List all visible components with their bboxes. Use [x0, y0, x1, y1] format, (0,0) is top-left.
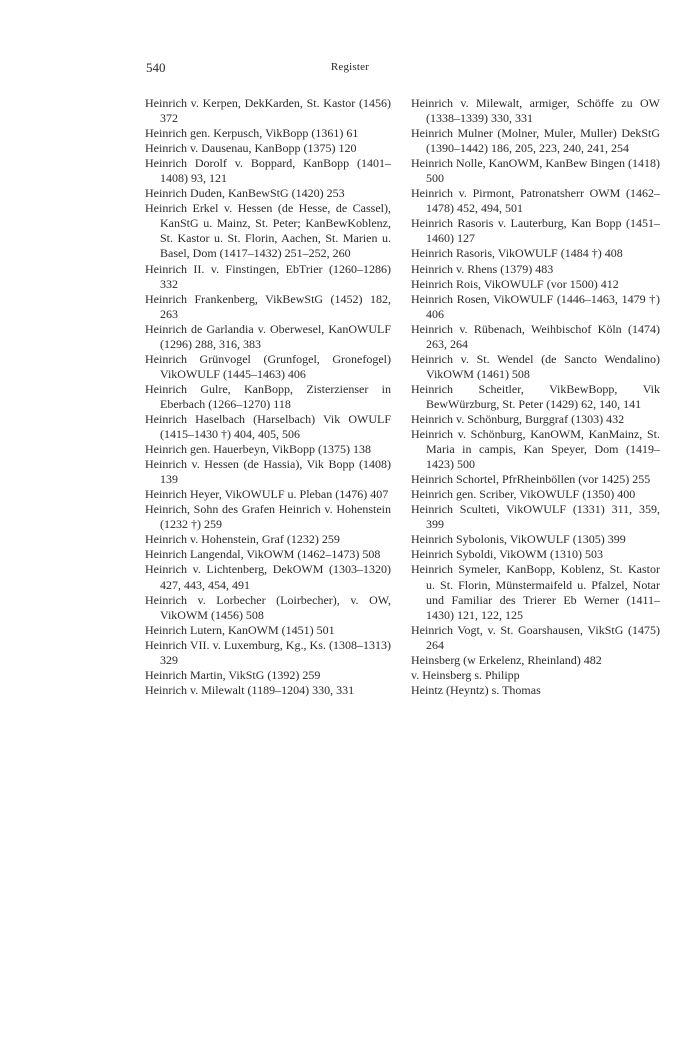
page-header: [0, 60, 700, 78]
register-entry: Heinrich Rosen, VikOWULF (1446–1463, 1479 †) 406: [411, 291, 660, 321]
register-entry: Heintz (Heyntz) s. Thomas: [411, 682, 541, 697]
register-entry: Heinrich Symeler, KanBopp, Koblenz, St. Kastor u. St. Florin, Münstermaifeld u. Pfalzel, Notar und Familiar des Trierer Eb Werner (1411–1430) 121, 122, 125: [411, 562, 660, 622]
register-entry: Heinrich v. Rübenach, Weihbischof Köln (1474) 263, 264: [411, 321, 660, 351]
register-entry: Heinrich v. Lichtenberg, DekOWM (1303–1320) 427, 443, 454, 491: [145, 562, 391, 592]
page-number: 540: [146, 60, 166, 75]
register-entry: v. Heinsberg s. Philipp: [411, 667, 520, 682]
right-column: [411, 96, 660, 698]
register-entry: Heinrich Mulner (Molner, Muler, Muller) DekStG (1390–1442) 186, 205, 223, 240, 241, 254: [411, 126, 660, 156]
register-entry: Heinrich v. Lorbecher (Loirbecher), v. OW, VikOWM (1456) 508: [145, 592, 391, 622]
register-entry: Heinrich Langendal, VikOWM (1462–1473) 508: [145, 547, 381, 562]
register-entry: Heinrich VII. v. Luxemburg, Kg., Ks. (1308–1313) 329: [145, 637, 391, 667]
register-entry: Heinrich v. Hohenstein, Graf (1232) 259: [145, 532, 340, 547]
register-entry: Heinrich v. Rhens (1379) 483: [411, 261, 554, 276]
register-entry: Heinrich Frankenberg, VikBewStG (1452) 182, 263: [145, 291, 391, 321]
register-entry: Heinrich Heyer, VikOWULF u. Pleban (1476) 407: [145, 487, 389, 502]
register-entry: Heinrich v. Pirmont, Patronatsherr OWM (1462–1478) 452, 494, 501: [411, 186, 660, 216]
register-entry: Heinrich Vogt, v. St. Goarshausen, VikStG (1475) 264: [411, 622, 660, 652]
register-entry: Heinrich v. St. Wendel (de Sancto Wendalino) VikOWM (1461) 508: [411, 351, 660, 381]
register-entry: Heinrich Sculteti, VikOWULF (1331) 311, 359, 399: [411, 502, 660, 532]
register-entry: Heinrich gen. Kerpusch, VikBopp (1361) 61: [145, 126, 359, 141]
register-entry: Heinrich v. Schönburg, Burggraf (1303) 432: [411, 411, 625, 426]
register-entry: Heinrich v. Hessen (de Hassia), Vik Bopp (1408) 139: [145, 457, 391, 487]
register-entry: Heinrich v. Kerpen, DekKarden, St. Kastor (1456) 372: [145, 96, 391, 126]
register-entry: Heinrich Dorolf v. Boppard, KanBopp (1401–1408) 93, 121: [145, 156, 391, 186]
register-entry: Heinsberg (w Erkelenz, Rheinland) 482: [411, 652, 602, 667]
register-entry: Heinrich Duden, KanBewStG (1420) 253: [145, 186, 345, 201]
register-entry: Heinrich II. v. Finstingen, EbTrier (1260–1286) 332: [145, 261, 391, 291]
register-entry: Heinrich gen. Scriber, VikOWULF (1350) 400: [411, 487, 636, 502]
register-entry: Heinrich gen. Hauerbeyn, VikBopp (1375) 138: [145, 442, 372, 457]
running-title: Register: [330, 61, 370, 73]
register-entry: Heinrich Nolle, KanOWM, KanBew Bingen (1418) 500: [411, 156, 660, 186]
register-entry: Heinrich Sybolonis, VikOWULF (1305) 399: [411, 532, 626, 547]
register-entry: Heinrich v. Milewalt, armiger, Schöffe zu OW (1338–1339) 330, 331: [411, 96, 660, 126]
register-entry: Heinrich Erkel v. Hessen (de Hesse, de Cassel), KanStG u. Mainz, St. Peter; KanBewKoblenz, St. Kastor u. St. Florin, Aachen, St. Marien u. Basel, Dom (1417–1432) 251–252, 260: [145, 201, 391, 261]
register-entry: Heinrich Martin, VikStG (1392) 259: [145, 667, 321, 682]
register-entry: Heinrich v. Dausenau, KanBopp (1375) 120: [145, 141, 357, 156]
register-entry: Heinrich Rasoris, VikOWULF (1484 †) 408: [411, 246, 623, 261]
register-entry: Heinrich Lutern, KanOWM (1451) 501: [145, 622, 335, 637]
register-entry: Heinrich Gulre, KanBopp, Zisterzienser in Eberbach (1266–1270) 118: [145, 381, 391, 411]
register-entry: Heinrich Grünvogel (Grunfogel, Gronefogel) VikOWULF (1445–1463) 406: [145, 351, 391, 381]
register-entry: Heinrich Schortel, PfrRheinböllen (vor 1425) 255: [411, 472, 651, 487]
register-entry: Heinrich, Sohn des Grafen Heinrich v. Hohenstein (1232 †) 259: [145, 502, 391, 532]
register-entry: Heinrich Syboldi, VikOWM (1310) 503: [411, 547, 604, 562]
left-column: [145, 96, 391, 698]
register-entry: Heinrich Rois, VikOWULF (vor 1500) 412: [411, 276, 619, 291]
register-entry: Heinrich Scheitler, VikBewBopp, Vik BewWürzburg, St. Peter (1429) 62, 140, 141: [411, 381, 660, 411]
register-entry: Heinrich Rasoris v. Lauterburg, Kan Bopp (1451–1460) 127: [411, 216, 660, 246]
register-entry: Heinrich v. Milewalt (1189–1204) 330, 331: [145, 682, 355, 697]
register-entry: Heinrich v. Schönburg, KanOWM, KanMainz, St. Maria in campis, Kan Speyer, Dom (1419–1423) 500: [411, 427, 660, 472]
register-entry: Heinrich de Garlandia v. Oberwesel, KanOWULF (1296) 288, 316, 383: [145, 321, 391, 351]
register-entry: Heinrich Haselbach (Harselbach) Vik OWULF (1415–1430 †) 404, 405, 506: [145, 411, 391, 442]
